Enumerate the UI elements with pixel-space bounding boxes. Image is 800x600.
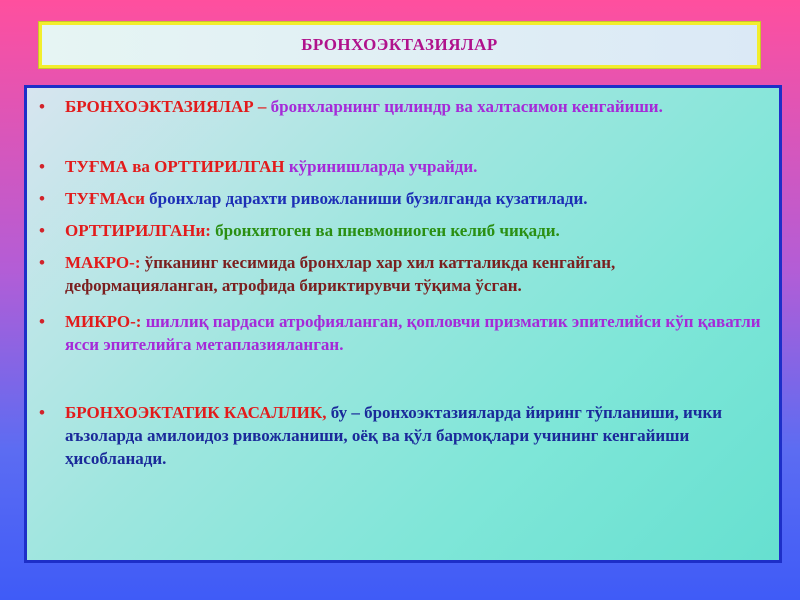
bullet-lead: МИКРО-: bbox=[65, 312, 146, 331]
bullet-dot: • bbox=[39, 157, 45, 176]
bullet-text: бронхитоген ва пневмониоген келиб чиқади. bbox=[215, 221, 560, 240]
content-panel bbox=[24, 85, 782, 563]
bullet-dot: • bbox=[39, 403, 45, 422]
bullet-text: кўринишларда учрайди. bbox=[288, 157, 478, 176]
bullet-text: бронхларнинг цилиндр ва халтасимон кенгайиши. bbox=[270, 97, 663, 116]
bullet-dot: • bbox=[39, 253, 45, 272]
bullet-dot: • bbox=[39, 189, 45, 208]
bullet-dot: • bbox=[39, 221, 45, 240]
bullet-lead: ТУҒМА ва ОРТТИРИЛГАН bbox=[65, 157, 289, 176]
bullet-lead: ОРТТИРИЛГАНи: bbox=[65, 221, 216, 240]
bullet-text: бу – бронхоэктазияларда йиринг тўпланиши, ички аъзоларда амилоидоз ривожланиши, оёқ ва қўл бармоқлари учининг кенгайиши ҳисобланади. bbox=[65, 403, 723, 468]
bullet-dot: • bbox=[39, 312, 45, 331]
bullet-lead: МАКРО-: bbox=[65, 253, 145, 272]
bullet-lead: ТУҒМАси bbox=[65, 189, 150, 208]
bullet-dot: • bbox=[39, 97, 45, 116]
bullet-lead: БРОНХОЭКТАТИК КАСАЛЛИК, bbox=[65, 403, 331, 422]
bullet-text: бронхлар дарахти ривожланиши бузилганда кузатилади. bbox=[149, 189, 588, 208]
slide-title-box bbox=[39, 22, 760, 68]
slide-title: БРОНХОЭКТАЗИЯЛАР bbox=[301, 35, 498, 54]
bullet-lead: БРОНХОЭКТАЗИЯЛАР – bbox=[65, 97, 271, 116]
bullet-text: шиллиқ пардаси атрофияланган, қопловчи призматик эпителийси кўп қаватли ясси эпителийга метаплазияланган. bbox=[65, 312, 761, 354]
bullet-text: ўпканинг кесимида бронхлар хар хил катталикда кенгайган, деформацияланган, атрофида бириктирувчи тўқима ўсган. bbox=[65, 253, 616, 295]
